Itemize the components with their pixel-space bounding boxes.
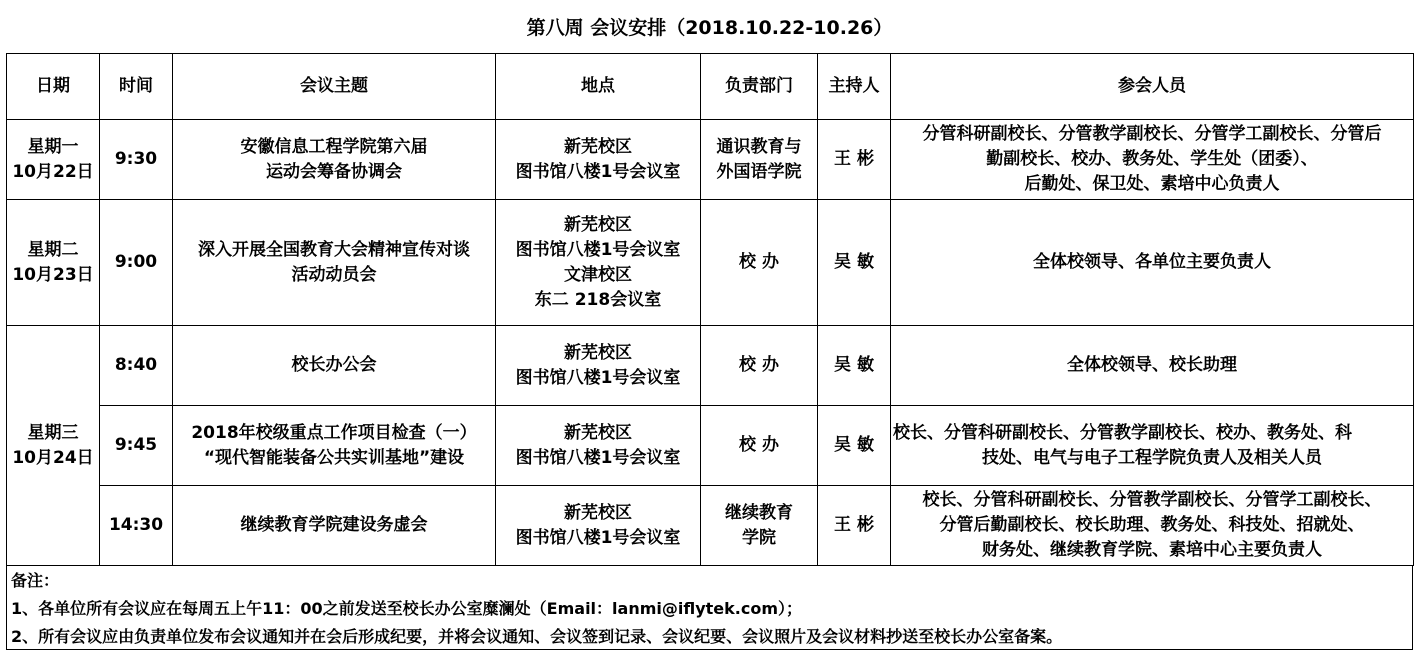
weekday: 星期二 [27, 239, 79, 260]
date: 10月23日 [12, 264, 94, 285]
dept-line: 通识教育与 [716, 136, 802, 157]
weekday: 星期一 [27, 136, 79, 157]
place-cell [496, 406, 701, 486]
dept-line: 学院 [742, 527, 776, 548]
time-cell: 9:00 [100, 200, 173, 326]
topic-line: 活动动员会 [291, 264, 377, 285]
place-line: 新芜校区 [564, 214, 632, 235]
dept-line: 继续教育 [725, 502, 793, 523]
header-attendees: 参会人员 [891, 54, 1414, 120]
place-cell [496, 120, 701, 200]
attendees-cell [891, 120, 1414, 200]
date-cell [7, 200, 100, 326]
place-cell [496, 326, 701, 406]
place-line: 图书馆八楼1号会议室 [515, 447, 681, 468]
topic-cell: 继续教育学院建设务虚会 [173, 486, 496, 566]
header-time: 时间 [100, 54, 173, 120]
topic-cell [173, 200, 496, 326]
place-cell [496, 200, 701, 326]
header-date: 日期 [7, 54, 100, 120]
time-cell: 9:30 [100, 120, 173, 200]
place-line: 东二 218会议室 [534, 289, 662, 310]
header-dept: 负责部门 [701, 54, 818, 120]
note-line-2: 2、所有会议应由负责单位发布会议通知并在会后形成纪要，并将会议通知、会议签到记录、会议纪要、会议照片及会议材料抄送至校长办公室备案。 [11, 627, 1063, 646]
header-place: 地点 [496, 54, 701, 120]
attendees-line: 分管科研副校长、分管教学副校长、分管学工副校长、分管后 [922, 124, 1382, 144]
topic-line: 深入开展全国教育大会精神宣传对谈 [198, 239, 470, 260]
host-cell: 吴 敏 [818, 406, 891, 486]
topic-line: 安徽信息工程学院第六届 [240, 136, 428, 157]
place-line: 图书馆八楼1号会议室 [515, 367, 681, 388]
attendees-line: 技处、电气与电子工程学院负责人及相关人员 [982, 447, 1322, 468]
date-cell [7, 326, 100, 566]
time-cell: 8:40 [100, 326, 173, 406]
topic-cell [173, 120, 496, 200]
dept-cell [701, 120, 818, 200]
dept-cell: 校 办 [701, 406, 818, 486]
attendees-line: 后勤处、保卫处、素培中心负责人 [1024, 174, 1280, 194]
table-row [7, 200, 1414, 326]
header-row [7, 54, 1414, 120]
notes-section [6, 565, 1413, 650]
place-line: 图书馆八楼1号会议室 [515, 161, 681, 182]
attendees-line: 校长、分管科研副校长、分管教学副校长、校办、教务处、科 [893, 422, 1352, 443]
notes-label: 备注： [11, 571, 60, 590]
attendees-cell [891, 486, 1414, 566]
place-line: 新芜校区 [564, 502, 632, 523]
dept-cell: 校 办 [701, 200, 818, 326]
header-topic: 会议主题 [173, 54, 496, 120]
attendees-cell: 全体校领导、校长助理 [891, 326, 1414, 406]
host-cell: 王 彬 [818, 486, 891, 566]
place-line: 图书馆八楼1号会议室 [515, 527, 681, 548]
dept-cell [701, 486, 818, 566]
topic-line: 2018年校级重点工作项目检查（一） [191, 422, 477, 443]
topic-line: “现代智能装备公共实训基地”建设 [203, 447, 465, 468]
place-cell [496, 486, 701, 566]
header-host: 主持人 [818, 54, 891, 120]
place-line: 新芜校区 [564, 342, 632, 363]
topic-line: 运动会筹备协调会 [266, 161, 402, 182]
place-line: 文津校区 [564, 264, 632, 285]
date: 10月22日 [12, 161, 94, 182]
host-cell: 吴 敏 [818, 200, 891, 326]
attendees-line: 校长、分管科研副校长、分管教学副校长、分管学工副校长、 [922, 490, 1382, 510]
time-cell: 9:45 [100, 406, 173, 486]
place-line: 新芜校区 [564, 136, 632, 157]
page-title: 第八周 会议安排（2018.10.22-10.26） [526, 16, 893, 39]
attendees-line: 勤副校长、校办、教务处、学生处（团委）、 [986, 149, 1318, 169]
time-cell: 14:30 [100, 486, 173, 566]
host-cell: 王 彬 [818, 120, 891, 200]
table-row [7, 486, 1414, 566]
attendees-cell: 全体校领导、各单位主要负责人 [891, 200, 1414, 326]
topic-cell [173, 406, 496, 486]
attendees-line: 财务处、继续教育学院、素培中心主要负责人 [982, 540, 1322, 560]
date: 10月24日 [12, 447, 94, 468]
note-line-1: 1、各单位所有会议应在每周五上午11：00之前发送至校长办公室糜澜处（Email：lanmi@iflytek.com）； [11, 599, 803, 618]
host-cell: 吴 敏 [818, 326, 891, 406]
place-line: 图书馆八楼1号会议室 [515, 239, 681, 260]
dept-cell: 校 办 [701, 326, 818, 406]
dept-line: 外国语学院 [716, 161, 802, 182]
date-cell [7, 120, 100, 200]
topic-cell: 校长办公会 [173, 326, 496, 406]
table-row [7, 406, 1414, 486]
attendees-cell [891, 406, 1414, 486]
place-line: 新芜校区 [564, 422, 632, 443]
table-row [7, 326, 1414, 406]
meeting-schedule-table [6, 53, 1414, 566]
attendees-line: 分管后勤副校长、校长助理、教务处、科技处、招就处、 [939, 515, 1365, 535]
table-row [7, 120, 1414, 200]
weekday: 星期三 [27, 422, 79, 443]
